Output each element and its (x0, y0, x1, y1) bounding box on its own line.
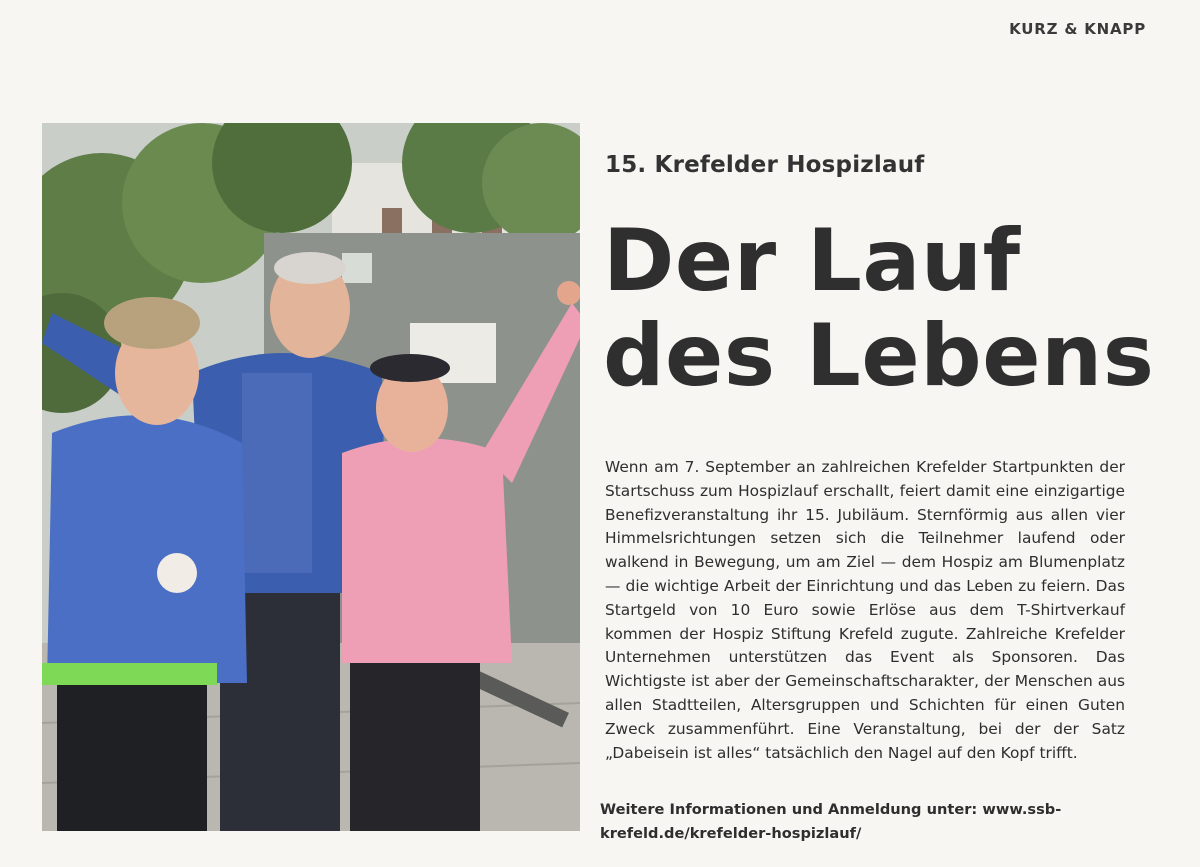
more-info (600, 798, 1160, 846)
article-body: Wenn am 7. September an zahlreichen Krefelder Startpunkten der Startschuss zum Hospizlauf erschallt, feiert damit eine einzigartige Benefizveranstaltung ihr 15. Jubiläum. Sternförmig aus allen vier Himmelsrichtungen setzen sich die Teilnehmer laufend oder walkend in Bewegung, um am Ziel — dem Hospiz am Blumenplatz — die wichtige Arbeit der Einrichtung und das Leben zu feiern. Das Startgeld von 10 Euro sowie Erlöse aus dem T-Shirtverkauf kommen der Hospiz Stiftung Krefeld zugute. Zahlreiche Krefelder Unternehmen unterstützen das Event als Sponsoren. Das Wichtigste ist aber der Gemeinschaftscharakter, der Menschen aus allen Stadtteilen, Altersgruppen und Schichten für einen Guten Zweck zusammenführt. Eine Veranstaltung, bei der der Satz „Dabeisein ist alles“ tatsächlich den Nagel auf den Kopf trifft. (605, 458, 1125, 762)
section-label: KURZ & KNAPP (1009, 20, 1146, 38)
headline-line-2: des Lebens (603, 306, 1155, 406)
runners-photo-illustration (42, 123, 580, 831)
article-kicker: 15. Krefelder Hospizlauf (605, 152, 925, 178)
headline-line-1: Der Lauf (603, 211, 1021, 311)
more-info-label: Weitere Informationen und Anmeldung unter: (600, 801, 978, 818)
article-headline (603, 211, 1163, 406)
more-info-url[interactable]: www.ssb-krefeld.de/krefelder-hospizlauf/ (600, 801, 1062, 842)
article-photo (42, 123, 580, 831)
